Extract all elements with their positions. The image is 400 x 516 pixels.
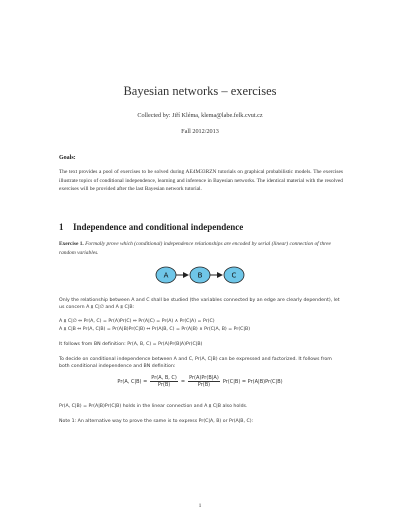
document-title: Bayesian networks – exercises bbox=[123, 84, 277, 98]
decide-paragraph: To decide on conditional independence between A and C, Pr(A, C|B) can be expressed and factorized. It follows from both conditional independence and BN definition: bbox=[59, 357, 332, 369]
eq-equals: = bbox=[180, 378, 186, 385]
exercise-label: Exercise 1. bbox=[59, 241, 84, 247]
exercise-1 bbox=[59, 240, 343, 257]
node-a-label: A bbox=[163, 271, 169, 280]
exercise-text: Formally prove which (conditional) independence relationships are encoded by serial (linear) connection of three random variables. bbox=[59, 241, 331, 256]
note-paragraph: Note 1: An alternative way to prove the same is to express Pr(C|A, B) or Pr(A|B, C): bbox=[59, 419, 254, 424]
intro-paragraph: Only the relationship between A and C shall be studied (the variables connected by an edge are clearly dependent), let us concern A ⫫ C|∅ and A ⫫ C|B: bbox=[59, 298, 340, 310]
eq-frac1-num: Pr(A, B, C) bbox=[151, 375, 177, 381]
bn-definition: It follows from BN definition: Pr(A, B, C) = Pr(A)Pr(B|A)Pr(C|B) bbox=[59, 342, 203, 347]
holds-paragraph: Pr(A, C|B) = Pr(A|B)Pr(C|B) holds in the linear connection and A ⫫ C|B also holds. bbox=[59, 404, 248, 409]
formula-marginal: A ⫫ C|∅ ⇔ Pr(A, C) = Pr(A)Pr(C) ⇔ Pr(A|C) = Pr(A) ∧ Pr(C|A) = Pr(C) bbox=[59, 319, 215, 324]
page-number: 1 bbox=[198, 503, 202, 509]
eq-frac1-den: Pr(B) bbox=[157, 382, 171, 388]
goals-paragraph: The text provides a pool of exercises to be solved during AE4M33RZN tutorials on graphical probabilistic models. The exercises illustrate topics of conditional independence, learning and inference in Bayesian networks. The identical material with the resolved exercises will be provided after the last Bayesian network tutorial. bbox=[59, 169, 343, 193]
eq-rhs: Pr(C|B) = Pr(A|B)Pr(C|B) bbox=[222, 378, 283, 385]
date-line: Fall 2012/2013 bbox=[181, 128, 219, 135]
factorization-equation bbox=[0, 375, 400, 388]
formula-conditional: A ⫫ C|B ⇔ Pr(A, C|B) = Pr(A|B)Pr(C|B) ⇔ Pr(A|B, C) = Pr(A|B) ∧ Pr(C|A, B) = Pr(C|B) bbox=[59, 327, 251, 332]
eq-frac2-num: Pr(A)Pr(B|A) bbox=[189, 375, 219, 381]
bn-serial-diagram bbox=[150, 262, 250, 288]
node-b-label: B bbox=[197, 271, 203, 280]
eq-frac2-den: Pr(B) bbox=[197, 382, 211, 388]
node-c-label: C bbox=[231, 271, 237, 280]
section-title: Independence and conditional independence bbox=[73, 222, 244, 232]
eq-lhs: Pr(A, C|B) = bbox=[117, 378, 148, 385]
authors-line: Collected by: Jiří Kléma, klema@labe.felk.cvut.cz bbox=[137, 112, 263, 119]
section-heading bbox=[59, 222, 243, 232]
goals-heading: Goals: bbox=[59, 155, 76, 161]
section-number: 1 bbox=[59, 222, 64, 232]
